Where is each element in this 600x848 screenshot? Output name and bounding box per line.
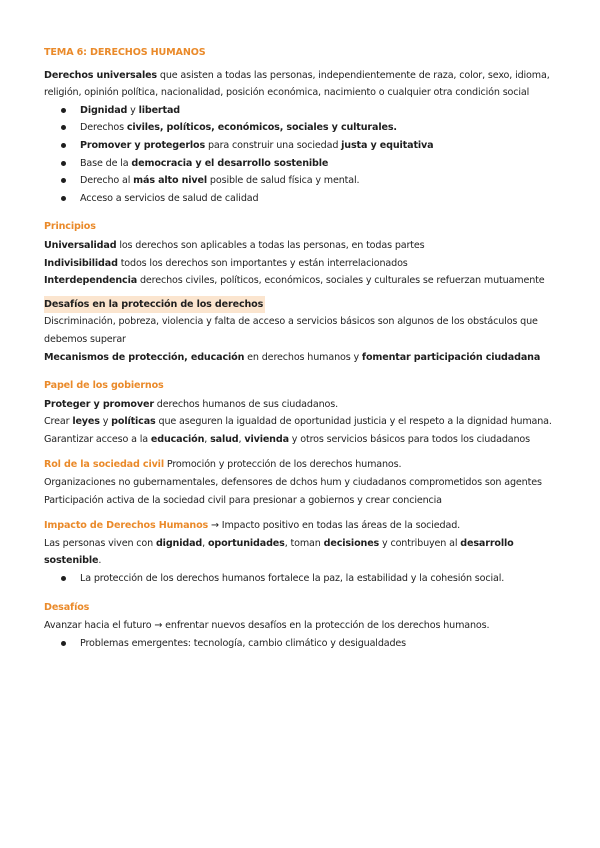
text: y <box>99 416 112 428</box>
impacto-bullet-list <box>44 570 570 588</box>
text: Las personas viven con <box>44 537 156 549</box>
bold-term: Mecanismos de protección, educación <box>44 351 245 363</box>
impacto-heading-line <box>44 517 570 535</box>
bold-term: justa y equitativa <box>341 139 434 151</box>
text: para construir una sociedad <box>205 139 342 151</box>
bold-term: dignidad <box>155 537 203 549</box>
section-heading-desafios-proteccion: Desafíos en la protección de los derechos <box>44 296 265 314</box>
text: todos los derechos son importantes y están interrelacionados <box>117 257 408 269</box>
principio-line <box>44 272 570 290</box>
text: Derecho al <box>80 175 134 187</box>
intro-bold-term: Derechos universales <box>44 69 157 81</box>
text: derechos civiles, políticos, económicos, sociales y culturales se refuerzan mutuamente <box>137 275 545 287</box>
section-heading-gobiernos: Papel de los gobiernos <box>44 380 164 392</box>
list-item <box>44 190 570 208</box>
text: Promoción y protección de los derechos humanos. <box>163 459 402 471</box>
body-text: Organizaciones no gubernamentales, defensores de dchos hum y ciudadanos comprometidos son agentes <box>44 477 542 489</box>
text: , <box>204 433 211 445</box>
text: Garantizar acceso a la <box>44 433 151 445</box>
list-item <box>44 172 570 190</box>
text: Crear <box>44 416 73 428</box>
text: y <box>127 104 139 116</box>
desafios-bullet-list <box>44 635 570 653</box>
text: y otros servicios básicos para todos los ciudadanos <box>288 433 531 445</box>
section-heading-sociedad-civil: Rol de la sociedad civil <box>44 459 164 471</box>
bold-term: civiles, políticos, económicos, sociales y culturales. <box>126 122 397 134</box>
intro-paragraph <box>44 67 570 102</box>
body-text <box>44 349 570 367</box>
heading-wrapper <box>44 296 570 314</box>
bold-term: decisiones <box>323 537 380 549</box>
sociedad-civil-heading-line <box>44 456 570 474</box>
document-title: TEMA 6: DERECHOS HUMANOS <box>44 47 206 58</box>
list-item: La protección de los derechos humanos fortalece la paz, la estabilidad y la cohesión social. <box>44 570 570 588</box>
text: Base de la <box>80 157 132 169</box>
bold-term: vivienda <box>244 433 289 445</box>
text: → Impacto positivo en todas las áreas de la sociedad. <box>208 520 461 532</box>
list-item <box>44 102 570 120</box>
bold-term: educación <box>150 433 205 445</box>
body-text <box>44 535 570 570</box>
list-item <box>44 155 570 173</box>
text: y contribuyen al <box>379 537 461 549</box>
body-text <box>44 431 570 449</box>
bold-term: políticas <box>111 416 156 428</box>
section-heading-desafios: Desafíos <box>44 601 90 613</box>
bold-term: oportunidades <box>207 537 285 549</box>
section-heading-impacto: Impacto de Derechos Humanos <box>44 520 209 532</box>
text: que aseguren la igualdad de oportunidad justicia y el respeto a la dignidad humana. <box>155 416 552 428</box>
bold-term: desarrollo sostenible <box>44 537 514 567</box>
body-text: Avanzar hacia el futuro → enfrentar nuevos desafíos en la protección de los derechos humanos. <box>44 620 490 632</box>
principio-line <box>44 237 570 255</box>
bold-term: libertad <box>138 104 180 116</box>
bold-term: Promover y protegerlos <box>80 139 206 151</box>
list-item <box>44 137 570 155</box>
body-text <box>44 413 570 431</box>
text: Derechos <box>80 122 127 134</box>
text: . <box>98 555 102 567</box>
list-item: Problemas emergentes: tecnología, cambio climático y desigualdades <box>44 635 570 653</box>
body-text: Discriminación, pobreza, violencia y falta de acceso a servicios básicos son algunos de los obstáculos que debemos superar <box>44 316 538 345</box>
bold-term: salud <box>210 433 239 445</box>
bold-term: democracia y el desarrollo sostenible <box>131 157 329 169</box>
bold-term: leyes <box>72 416 100 428</box>
bold-term: más alto nivel <box>133 175 208 187</box>
bold-term: Universalidad <box>44 239 117 251</box>
text: los derechos son aplicables a todas las personas, en todas partes <box>116 239 425 251</box>
text: , toman <box>284 537 324 549</box>
text: posible de salud física y mental. <box>207 175 360 187</box>
body-text: Participación activa de la sociedad civil para presionar a gobiernos y crear conciencia <box>44 494 442 506</box>
intro-bullet-list <box>44 102 570 208</box>
body-text <box>44 396 570 414</box>
bold-term: Dignidad <box>80 104 128 116</box>
section-heading-principios: Principios <box>44 221 96 233</box>
list-item <box>44 119 570 137</box>
bold-term: fomentar participación ciudadana <box>361 351 541 363</box>
bold-term: Interdependencia <box>44 275 138 287</box>
text: , <box>202 537 208 549</box>
bold-term: Proteger y promover <box>44 398 154 410</box>
intro-text: que asisten a todas las personas, independientemente de raza, color, sexo, idioma, religión, opinión política, nacionalidad, posición económica, nacimiento o cualquier otra condición social <box>44 69 550 99</box>
text: , <box>238 433 245 445</box>
text: derechos humanos de sus ciudadanos. <box>153 398 338 410</box>
text: en derechos humanos y <box>244 351 362 363</box>
bold-term: Indivisibilidad <box>44 257 118 269</box>
principio-line <box>44 255 570 273</box>
text: Acceso a servicios de salud de calidad <box>80 192 259 204</box>
